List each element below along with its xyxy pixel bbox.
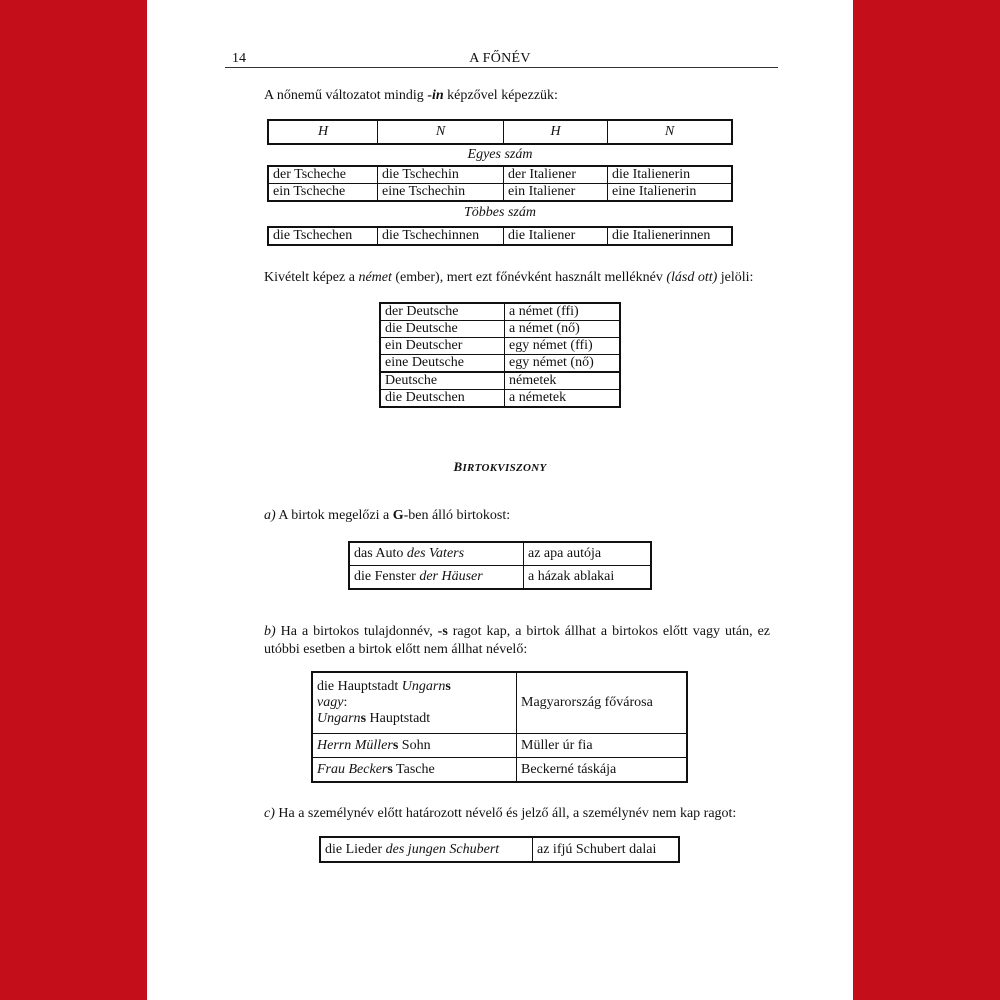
header-cell: N <box>608 120 733 144</box>
table-row <box>380 303 620 321</box>
table-cell: die Italienerin <box>608 166 733 184</box>
cell-text: die Hauptstadt <box>317 679 402 694</box>
header-cell: N <box>378 120 504 144</box>
table-cell <box>349 542 524 566</box>
intro-paragraph <box>264 87 558 105</box>
cell-italic: des jungen Schubert <box>385 841 500 857</box>
cell-bold: s <box>360 711 367 726</box>
table-cell: die Deutschen <box>380 390 505 408</box>
section-title-rest: IRTOKVISZONY <box>462 462 547 474</box>
cell-text: Sohn <box>398 737 431 753</box>
table-cell: németek <box>505 372 621 390</box>
section-title-initial: B <box>453 459 463 474</box>
table-row <box>312 758 687 783</box>
table-c <box>319 836 680 863</box>
cell-bold: s <box>445 679 451 694</box>
table-row <box>380 338 620 355</box>
cell-italic: Ungarn <box>401 679 446 694</box>
cell-text: Tasche <box>392 761 435 777</box>
rule-text: Ha a személynév előtt határozott névelő és jelző áll, a személynév nem kap ragot: <box>274 806 737 821</box>
table-cell <box>312 672 517 734</box>
table-cell: eine Tschechin <box>378 184 504 202</box>
table-cell: die Deutsche <box>380 321 505 338</box>
header-cell: H <box>268 120 378 144</box>
rule-a-paragraph <box>264 507 510 525</box>
cell-italic: Herrn Müller <box>317 737 393 753</box>
rule-text: Ha a birtokos tulajdonnév, <box>275 624 438 639</box>
cell-italic: vagy <box>317 695 344 710</box>
page-number: 14 <box>232 51 246 66</box>
deutsch-table <box>379 302 621 408</box>
table-cell: der Italiener <box>504 166 608 184</box>
exception-text: Kivételt képez a <box>264 270 359 285</box>
table-cell: Beckerné táskája <box>517 758 688 783</box>
exception-paragraph <box>264 269 753 287</box>
rule-bold: G <box>392 508 404 523</box>
table-cell: eine Italienerin <box>608 184 733 202</box>
exception-text: jelöli: <box>717 270 754 285</box>
rule-text-line-2: utóbbi esetben a birtok előtt nem állhat névelő: <box>264 642 528 657</box>
table-cell: ein Italiener <box>504 184 608 202</box>
plural-label: Többes szám <box>464 205 536 220</box>
cell-text: : <box>343 695 348 710</box>
table-cell: die Tschechen <box>268 227 378 245</box>
cell-italic: des Vaters <box>406 546 465 561</box>
page-title: A FŐNÉV <box>469 51 531 66</box>
cell-italic: der Häuser <box>419 569 483 584</box>
table-cell: eine Deutsche <box>380 355 505 373</box>
book-page <box>147 0 853 1000</box>
table-row <box>380 321 620 338</box>
exception-ref: (lásd ott) <box>666 270 718 285</box>
table-row <box>349 542 651 566</box>
table-row <box>349 566 651 590</box>
rule-text: -ben álló birtokost: <box>403 508 511 523</box>
table-cell: Müller úr fia <box>517 734 688 758</box>
table-row <box>380 390 620 408</box>
table-row <box>268 184 732 202</box>
intro-text: A nőnemű változatot mindig <box>264 88 428 103</box>
table-row <box>268 166 732 184</box>
table-b <box>311 671 688 783</box>
rule-text: A birtok megelőzi a <box>275 508 393 523</box>
intro-text-end: képzővel képezzük: <box>443 88 558 103</box>
table-cell <box>312 734 517 758</box>
header-rule <box>225 67 778 68</box>
table-cell: a németek <box>505 390 621 408</box>
table-cell: egy német (ffi) <box>505 338 621 355</box>
cell-bold: s <box>387 761 393 777</box>
table-cell: die Italienerinnen <box>608 227 733 245</box>
cell-text: die Fenster <box>354 569 420 584</box>
cell-italic: Ungarn <box>317 711 361 726</box>
cell-bold: s <box>392 737 399 753</box>
plural-table <box>267 226 733 246</box>
table-cell: Magyarország fővárosa <box>517 672 688 734</box>
table-cell <box>320 837 533 862</box>
rule-label: a) <box>264 508 276 523</box>
table-cell: Deutsche <box>380 372 505 390</box>
table-cell: der Deutsche <box>380 303 505 321</box>
exception-word: német <box>358 270 392 285</box>
table-cell: ein Tscheche <box>268 184 378 202</box>
rule-label: c) <box>264 806 275 821</box>
table-cell: az apa autója <box>524 542 652 566</box>
table-row <box>380 355 620 373</box>
table-cell: die Italiener <box>504 227 608 245</box>
rule-b-paragraph <box>264 623 770 659</box>
singular-label: Egyes szám <box>467 147 533 162</box>
table-cell: a német (ffi) <box>505 303 621 321</box>
rule-c-paragraph <box>264 805 736 823</box>
rule-text: ragot kap, a birtok állhat a birtokos előtt vagy után, ez <box>447 624 770 639</box>
cell-text: die Lieder <box>325 841 386 857</box>
rule-label: b) <box>264 624 276 639</box>
table-cell <box>312 758 517 783</box>
table-row <box>380 372 620 390</box>
table-row <box>312 734 687 758</box>
table-cell: az ifjú Schubert dalai <box>533 837 680 862</box>
gender-table-header <box>267 119 733 145</box>
table-cell: a házak ablakai <box>524 566 652 590</box>
singular-table <box>267 165 733 202</box>
table-row <box>312 672 687 734</box>
table-cell: die Tschechin <box>378 166 504 184</box>
table-cell: der Tscheche <box>268 166 378 184</box>
table-row <box>268 227 732 245</box>
table-cell: a német (nő) <box>505 321 621 338</box>
table-cell <box>349 566 524 590</box>
exception-text: (ember), mert ezt főnévként használt melléknév <box>391 270 667 285</box>
cell-italic: Frau Becker <box>317 761 388 777</box>
intro-suffix: -in <box>427 88 444 103</box>
table-cell: egy német (nő) <box>505 355 621 373</box>
header-cell: H <box>504 120 608 144</box>
table-a <box>348 541 652 590</box>
table-cell: ein Deutscher <box>380 338 505 355</box>
table-cell: die Tschechinnen <box>378 227 504 245</box>
rule-bold: -s <box>437 624 448 639</box>
cell-text: das Auto <box>354 546 407 561</box>
table-row <box>320 837 679 862</box>
section-title <box>147 459 853 475</box>
cell-text: Hauptstadt <box>366 711 431 726</box>
